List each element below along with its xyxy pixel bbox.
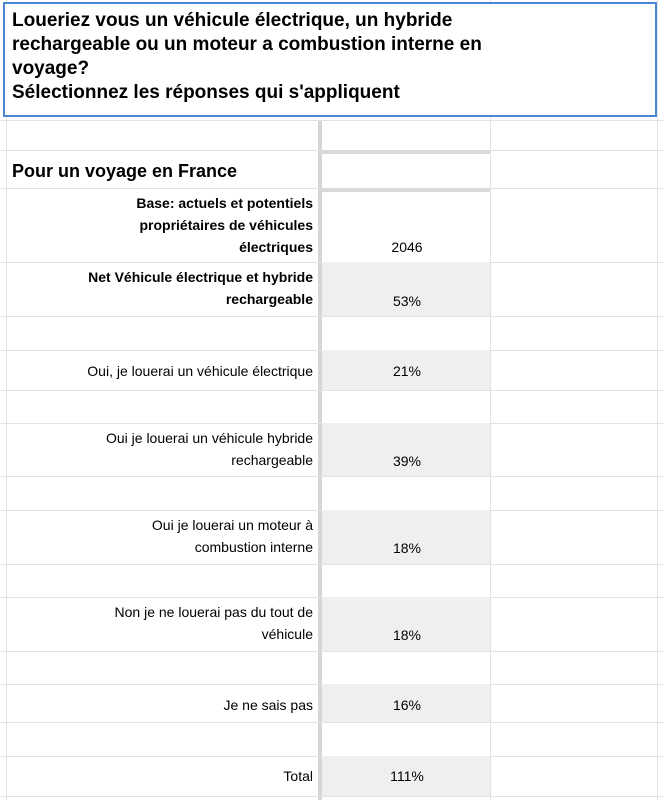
section-title: Pour un voyage en France: [12, 161, 238, 181]
grid-line: [0, 651, 664, 652]
row-label-net[interactable]: Net Véhicule électrique et hybride rechargeable: [88, 269, 313, 307]
cell-border: [322, 188, 490, 192]
row-value-none[interactable]: 18%: [392, 627, 422, 643]
grid-line: [0, 390, 664, 391]
row-value-dontknow[interactable]: 16%: [392, 697, 422, 713]
cell-border: [322, 150, 490, 154]
row-value-electric[interactable]: 21%: [392, 363, 422, 379]
row-label-none[interactable]: Non je ne louerai pas du tout de véhicule: [114, 604, 313, 642]
row-label-combustion[interactable]: Oui je louerai un moteur à combustion interne: [151, 517, 313, 555]
row-label-dontknow[interactable]: Je ne sais pas: [223, 697, 313, 713]
selected-header-cell[interactable]: [3, 2, 657, 117]
grid-line: [0, 476, 664, 477]
row-value-combustion[interactable]: 18%: [392, 540, 422, 556]
row-value-base[interactable]: 2046: [391, 239, 423, 255]
row-label-hybrid[interactable]: Oui je louerai un véhicule hybride rechargeable: [105, 430, 313, 468]
row-label-electric[interactable]: Oui, je louerai un véhicule électrique: [87, 363, 313, 379]
grid-line: [0, 796, 664, 797]
row-value-net[interactable]: 53%: [392, 293, 422, 309]
grid-line: [0, 564, 664, 565]
grid-line: [0, 722, 664, 723]
row-label-base[interactable]: Base: actuels et potentiels propriétaires de véhicules électriques: [136, 195, 313, 255]
row-label-total[interactable]: Total: [283, 768, 313, 784]
question-text: Loueriez vous un véhicule électrique, un hybride rechargeable ou un moteur a combustion interne en voyage? Sélectionnez les réponses qui s'appliquent: [12, 10, 482, 103]
row-value-hybrid[interactable]: 39%: [392, 453, 422, 469]
grid-line: [0, 316, 664, 317]
row-value-total[interactable]: 111%: [390, 768, 424, 784]
grid-line: [0, 120, 664, 121]
